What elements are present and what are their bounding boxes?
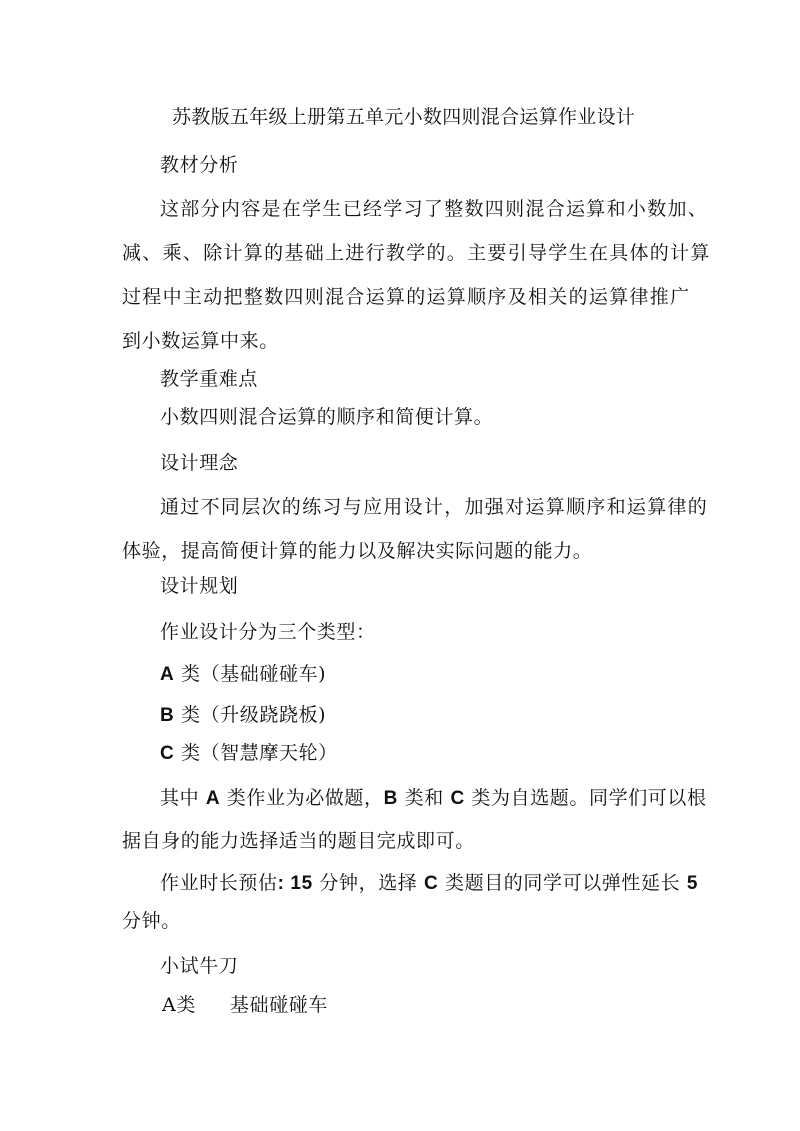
type-letter: A xyxy=(160,664,175,685)
paragraph-line: 到小数运算中来。 xyxy=(122,330,279,352)
text-run: : 15 xyxy=(277,873,313,894)
text-run: 类作业为必做题， xyxy=(220,787,384,809)
trial-type-label xyxy=(162,993,328,1017)
text-run: 类和 xyxy=(397,787,451,809)
text-run: 其中 xyxy=(160,787,206,809)
text-run: 类为自选题。同学们可以根 xyxy=(464,787,707,809)
text-run: 分钟，选择 xyxy=(312,872,425,894)
section-heading-key-points: 教学重难点 xyxy=(160,368,259,390)
paragraph-line: 过程中主动把整数四则混合运算的运算顺序及相关的运算律推广 xyxy=(122,286,691,308)
text-run: C xyxy=(424,873,439,894)
paragraph-line: 分钟。 xyxy=(122,910,181,932)
type-label: 类（智慧摩天轮） xyxy=(174,742,338,764)
text-run: A xyxy=(205,788,221,809)
document-title: 苏教版五年级上册第五单元小数四则混合运算作业设计 xyxy=(172,106,636,128)
type-letter: C xyxy=(160,743,175,764)
text-run: A类 xyxy=(162,994,196,1016)
paragraph-line: 作业设计分为三个类型： xyxy=(160,621,376,643)
section-heading-plan: 设计规划 xyxy=(160,575,239,597)
section-heading-concept: 设计理念 xyxy=(160,452,239,474)
paragraph-line: 据自身的能力选择适当的题目完成即可。 xyxy=(122,830,475,852)
type-label: 类（升级跷跷板) xyxy=(174,704,327,726)
paragraph-line: 减、乘、除计算的基础上进行教学的。主要引导学生在具体的计算 xyxy=(122,242,711,264)
text-run: C xyxy=(450,788,465,809)
paragraph-line: 这部分内容是在学生已经学习了整数四则混合运算和小数加、 xyxy=(160,198,709,220)
paragraph-line: 小数四则混合运算的顺序和简便计算。 xyxy=(160,406,494,428)
text-run: 作业时长预估 xyxy=(160,872,278,894)
section-heading-trial: 小试牛刀 xyxy=(160,955,239,977)
homework-type-b xyxy=(160,703,326,728)
text-run: 基础碰碰车 xyxy=(229,994,328,1016)
homework-type-c xyxy=(160,741,338,766)
homework-type-a xyxy=(160,662,326,687)
type-letter: B xyxy=(160,705,175,726)
paragraph-line: 通过不同层次的练习与应用设计，加强对运算顺序和运算律的 xyxy=(160,496,709,518)
section-heading-analysis: 教材分析 xyxy=(160,154,239,176)
text-run: 类题目的同学可以弹性延长 xyxy=(438,872,687,894)
paragraph-line: 体验，提高简便计算的能力以及解决实际问题的能力。 xyxy=(122,540,593,562)
type-label: 类（基础碰碰车) xyxy=(174,663,327,685)
text-run: B xyxy=(383,788,398,809)
paragraph-line xyxy=(160,871,698,896)
text-run: 5 xyxy=(686,873,699,894)
paragraph-line xyxy=(160,786,707,811)
